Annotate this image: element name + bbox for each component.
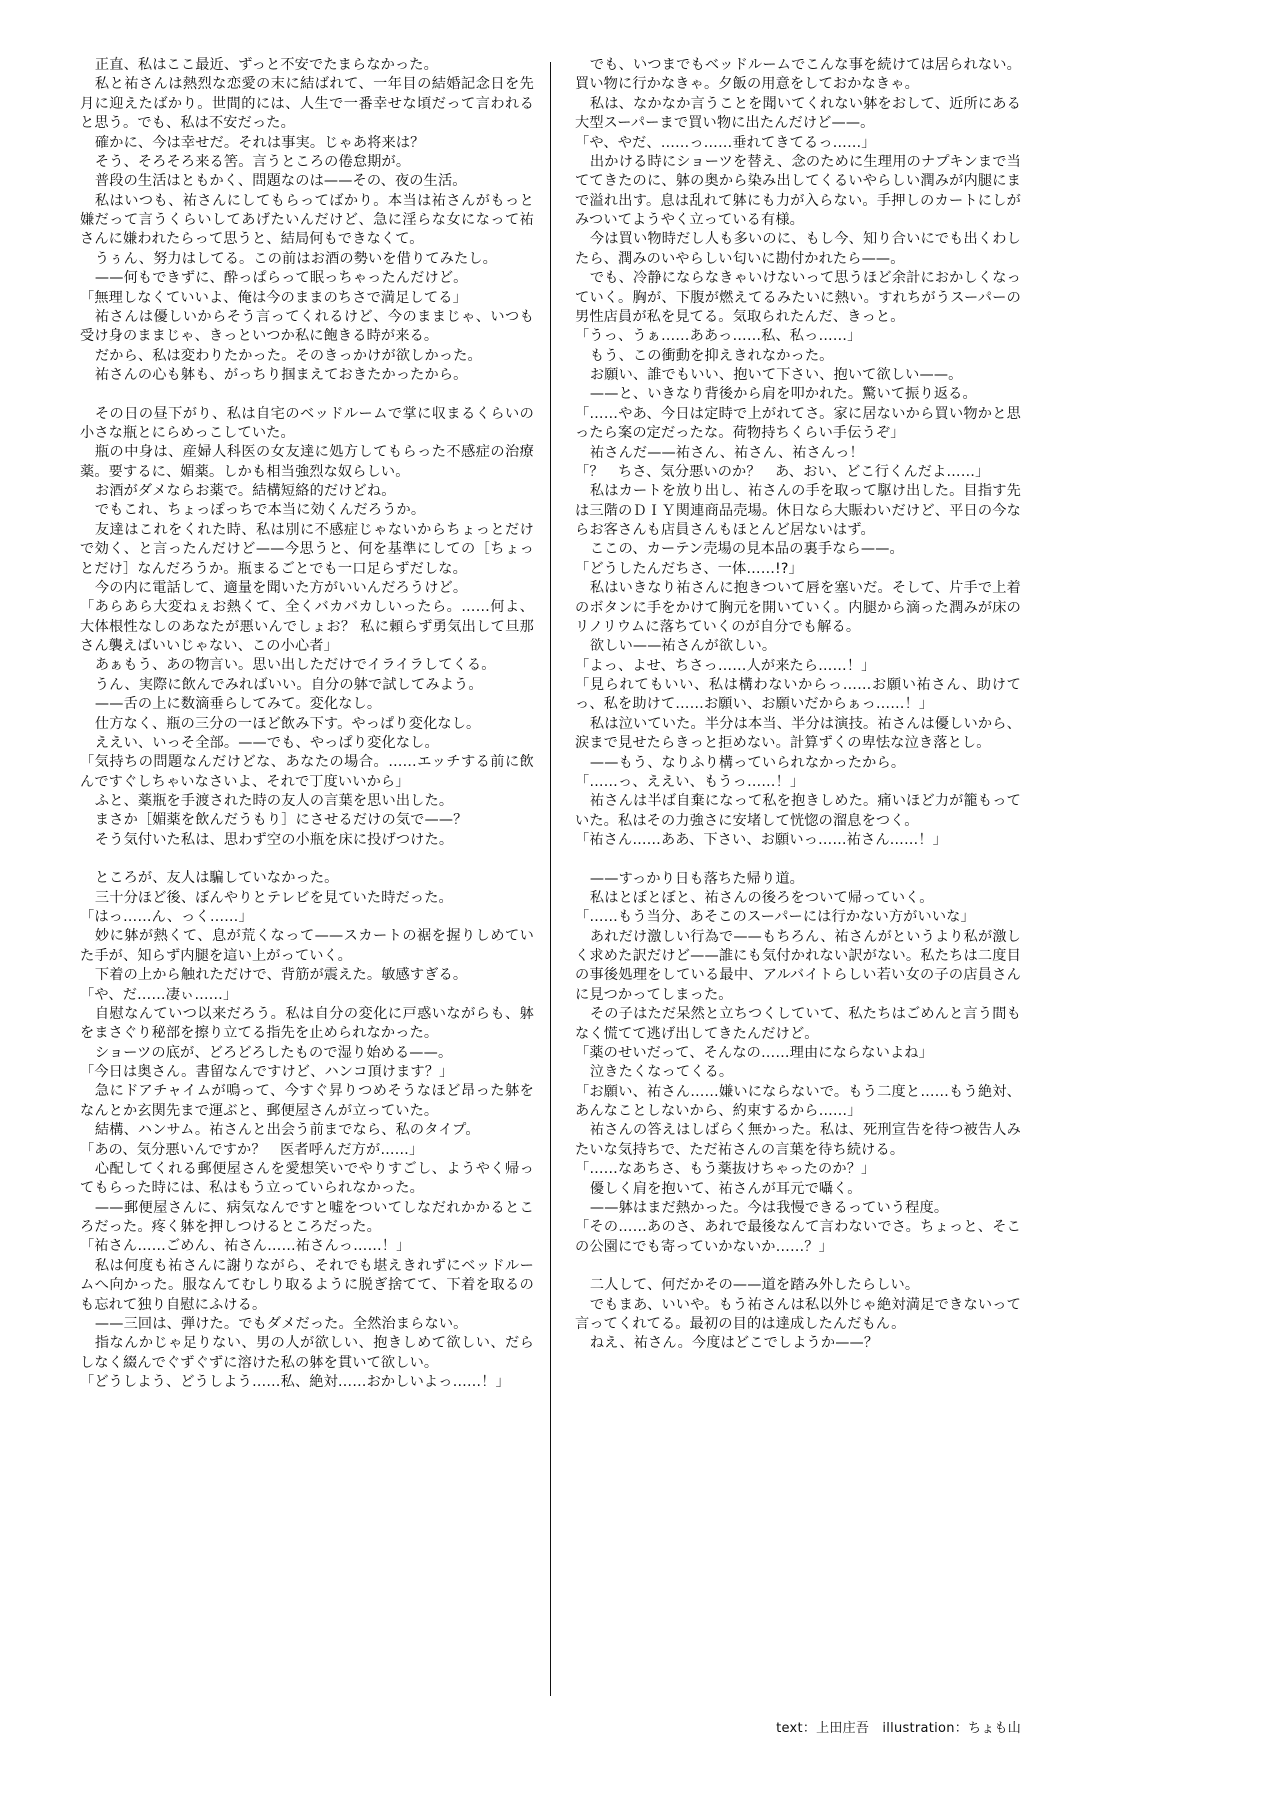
dialogue-line: 「お願い、祐さん……嫌いにならないで。もう二度と……もう絶対、あんなことしないから、約束するから……」 xyxy=(575,1083,1021,1120)
dialogue-line: 「祐さん……ごめん、祐さん……祐さんっ……！」 xyxy=(80,1238,411,1255)
dialogue-line: 「……やあ、今日は定時で上がれてさ。家に居ないから買い物かと思ったら案の定だったな。荷物持ちくらい手伝うぞ」 xyxy=(575,405,1021,442)
dialogue-line: 「あらあら大変ねぇお熱くて、全くバカバカしいったら。……何よ、大体根性なしのあなたが悪いんでしょお？ 私に頼らず勇気出して旦那さん襲えばいいじゃない、この小心者」 xyxy=(80,599,534,655)
paragraph: ——と、いきなり背後から肩を叩かれた。驚いて振り返る。 xyxy=(589,386,977,403)
paragraph: 結構、ハンサム。祐さんと出会う前までなら、私のタイプ。 xyxy=(94,1122,480,1139)
dialogue-line: 「どうしよう、どうしよう……私、絶対……おかしいよっ……！」 xyxy=(80,1374,510,1391)
paragraph: うん、実際に飲んでみればいい。自分の躰で試してみよう。 xyxy=(94,676,483,693)
paragraph: ——郵便屋さんに、病気なんですと嘘をついてしなだれかかるところだった。疼く躰を押しつけるところだった。 xyxy=(80,1199,534,1236)
dialogue-line: 「気持ちの問題なんだけどな、あなたの場合。……エッチする前に飲んですぐしちゃいなさいよ、それで丁度いいから」 xyxy=(80,754,534,790)
paragraph: 出かける時にショーツを替え、念のために生理用のナプキンまで当ててきたのに、躰の奥から染み出してくるいやらしい潤みが内腿にまで溢れ出す。息は乱れて躰にも力が入らない。手押しのカートにしがみついてようやく立っている有様。 xyxy=(575,153,1021,228)
paragraph: 瓶の中身は、産婦人科医の女友達に処方してもらった不感症の治療薬。要するに、媚薬。しかも相当強烈な奴らしい。 xyxy=(80,444,534,480)
paragraph: ふと、薬瓶を手渡された時の友人の言葉を思い出した。 xyxy=(94,793,454,810)
paragraph: 友達はこれをくれた時、私は別に不感症じゃないからちょっとだけで効く、と言ったんだけど——今思うと、何を基準にしての［ちょっとだけ］なんだろうか。瓶まるごとでも一口足らずだしな。 xyxy=(80,521,534,577)
paragraph: だから、私は変わりたかった。そのきっかけが欲しかった。 xyxy=(94,347,482,364)
dialogue-line: 「薬のせいだって、そんなの……理由にならないよね」 xyxy=(575,1044,933,1061)
paragraph: 正直、私はここ最近、ずっと不安でたまらなかった。 xyxy=(94,57,438,73)
paragraph: ここの、カーテン売場の見本品の裏手なら——。 xyxy=(589,541,904,558)
paragraph: 普段の生活はともかく、問題なのは——その、夜の生活。 xyxy=(94,173,467,190)
paragraph: 指なんかじゃ足りない、男の人が欲しい、抱きしめて欲しい、だらしなく綴んでぐずぐずに溶けた私の躰を貫いて欲しい。 xyxy=(80,1335,534,1371)
paragraph: 私はカートを放り出し、祐さんの手を取って駆け出した。目指す先は三階のＤＩＹ関連商品売場。休日なら大賑わいだけど、平日の今ならお客さんも店員さんもほとんど居ないはず。 xyxy=(575,483,1021,538)
dialogue-line: 「……っ、ええい、もうっ……！」 xyxy=(575,773,805,790)
paragraph: 私はいきなり祐さんに抱きついて唇を塞いだ。そして、片手で上着のボタンに手をかけて胸元を開いていく。内腿から滴った潤みが床のリノリウムに落ちていくのが自分でも解る。 xyxy=(575,580,1021,635)
paragraph: 欲しい——祐さんが欲しい。 xyxy=(589,638,777,655)
dialogue-line: 「無理しなくていいよ、俺は今のままのちさで満足してる」 xyxy=(80,289,467,306)
paragraph: そう、そろそろ来る筈。言うところの倦怠期が。 xyxy=(94,153,411,170)
paragraph: その日の昼下がり、私は自宅のベッドルームで掌に収まるくらいの小さな瓶とにらめっこしていた。 xyxy=(80,405,534,441)
paragraph: 祐さんの心も躰も、がっちり掴まえておきたかったから。 xyxy=(94,367,468,383)
paragraph: ——すっかり日も落ちた帰り道。 xyxy=(589,870,804,887)
paragraph: 確かに、今は幸せだ。それは事実。じゃあ将来は？ xyxy=(94,134,425,151)
paragraph: 祐さんの答えはしばらく無かった。私は、死刑宣告を待つ被告人みたいな気持ちで、ただ祐さんの言葉を待ち続ける。 xyxy=(575,1122,1021,1158)
paragraph: でもこれ、ちょっぽっちで本当に効くんだろうか。 xyxy=(94,502,426,519)
dialogue-line: 「今日は奥さん。書留なんですけど、ハンコ頂けます？」 xyxy=(80,1064,454,1081)
two-column-layout xyxy=(80,56,1214,1736)
paragraph: お酒がダメならお薬で。結構短絡的だけどね。 xyxy=(94,483,396,500)
paragraph: あれだけ激しい行為で——もちろん、祐さんがというより私が激しく求めた訳だけど——誰にも気付かれない訳がない。私たちは二度目の事後処理をしている最中、アルバイトらしい若い女の子の店員さんに見つかってしまった。 xyxy=(575,928,1021,1003)
dialogue-line: 「……もう当分、あそこのスーパーには行かない方がいいな」 xyxy=(575,909,975,926)
paragraph: 心配してくれる郵便屋さんを愛想笑いでやりすごし、ようやく帰ってもらった時には、私はもう立っていられなかった。 xyxy=(80,1160,534,1197)
paragraph: お願い、誰でもいい、抱いて下さい、抱いて欲しい——。 xyxy=(589,367,963,383)
paragraph: ——躰はまだ熱かった。今は我慢できるっていう程度。 xyxy=(589,1199,949,1216)
paragraph: ——何もできずに、酔っぱらって眠っちゃったんだけど。 xyxy=(94,270,468,287)
paragraph: あぁもう、あの物言い。思い出しただけでイライラしてくる。 xyxy=(94,657,496,674)
paragraph: ——舌の上に数滴垂らしてみて。変化なし。 xyxy=(94,696,382,713)
paragraph: ええい、いっそ全部。——でも、やっぱり変化なし。 xyxy=(94,734,439,751)
paragraph: 私と祐さんは熱烈な恋愛の末に結ばれて、一年目の結婚記念日を先月に迎えたばかり。世間的には、人生で一番幸せな頃だって言われると思う。でも、私は不安だった。 xyxy=(80,76,534,132)
dialogue-line: 「見られてもいい、私は構わないからっ……お願い祐さん、助けてっ、私を助けて……お願い、お願いだからぁっ……！」 xyxy=(575,677,1021,713)
paragraph: でも、冷静にならなきゃいけないって思うほど余計におかしくなっていく。胸が、下腹が燃えてるみたいに熱い。すれちがうスーパーの男性店員が私を見てる。気取られたんだ、きっと。 xyxy=(575,270,1021,325)
dialogue-line: 「や、やだ、……っ……垂れてきてるっ……」 xyxy=(575,134,876,151)
paragraph: もう、この衝動を抑えきれなかった。 xyxy=(589,347,834,364)
dialogue-line: 「うっ、うぁ……ああっ……私、私っ……」 xyxy=(575,328,862,345)
paragraph: 急にドアチャイムが鳴って、今すぐ昇りつめそうなほど昂った躰をなんとか玄関先まで運ぶと、郵便屋さんが立っていた。 xyxy=(80,1083,534,1119)
paragraph: 私は泣いていた。半分は本当、半分は演技。祐さんは優しいから、涙まで見せたらきっと拒めない。計算ずくの卑怯な泣き落とし。 xyxy=(575,715,1021,752)
paragraph: ——三回は、弾けた。でもダメだった。全然治まらない。 xyxy=(94,1315,468,1332)
paragraph: その子はただ呆然と立ちつくしていて、私たちはごめんと言う間もなく慌てて逃げ出してきたんだけど。 xyxy=(575,1006,1021,1042)
credit-line: text：上田庄吾 illustration：ちょも山 xyxy=(776,1721,1021,1736)
paragraph: 私は何度も祐さんに謝りながら、それでも堪えきれずにベッドルームへ向かった。服なんてむしり取るように脱ぎ捨てて、下着を取るのも忘れて独り自慰にふける。 xyxy=(80,1257,534,1313)
paragraph: 妙に躰が熱くて、息が荒くなって——スカートの裾を握りしめていた手が、知らず内腿を這い上がっていく。 xyxy=(80,928,534,964)
paragraph: 祐さんだ——祐さん、祐さん、祐さんっ！ xyxy=(589,444,864,461)
dialogue-line: 「……なあちさ、もう薬抜けちゃったのか？」 xyxy=(575,1161,876,1178)
paragraph: 祐さんは優しいからそう言ってくれるけど、今のままじゃ、いつも受け身のままじゃ、きっといつか私に飽きる時が来る。 xyxy=(80,308,534,345)
paragraph: ショーツの底が、どろどろしたもので湿り始める——。 xyxy=(94,1044,453,1061)
dialogue-line: 「や、だ……凄ぃ……」 xyxy=(80,986,238,1003)
paragraph: 泣きたくなってくる。 xyxy=(589,1064,734,1081)
dialogue-line: 「祐さん……ああ、下さい、お願いっ……祐さん……！」 xyxy=(575,832,948,848)
paragraph: 今の内に電話して、適量を聞いた方がいいんだろうけど。 xyxy=(94,579,468,596)
right-text-column xyxy=(551,56,1021,1736)
dialogue-line: 「あの、気分悪いんですか？ 医者呼んだ方が……」 xyxy=(80,1141,424,1158)
dialogue-line: 「その……あのさ、あれで最後なんて言わないでさ。ちょっと、そこの公園にでも寄っていかないか……？」 xyxy=(575,1219,1021,1255)
paragraph: ところが、友人は騙していなかった。 xyxy=(94,870,339,887)
left-text-column xyxy=(80,56,550,1392)
paragraph: ——もう、なりふり構っていられなかったから。 xyxy=(589,754,906,771)
paragraph: 下着の上から触れただけで、背筋が震えた。敏感すぎる。 xyxy=(94,967,468,984)
paragraph: 祐さんは半ば自棄になって私を抱きしめた。痛いほど力が籠もっていた。私はその力強さに安堵して恍惚の溜息をつく。 xyxy=(575,793,1021,829)
paragraph: 二人して、何だかその——道を踏み外したらしい。 xyxy=(589,1277,920,1294)
paragraph: 仕方なく、瓶の三分の一ほど飲み下す。やっぱり変化なし。 xyxy=(94,715,481,732)
paragraph: 優しく肩を抱いて、祐さんが耳元で囁く。 xyxy=(589,1180,862,1197)
paragraph: 私は、なかなか言うことを聞いてくれない躰をおして、近所にある大型スーパーまで買い物に出たんだけど——。 xyxy=(575,95,1021,132)
dialogue-line: 「はっ……ん、っく……」 xyxy=(80,909,253,926)
paragraph: まさか［媚薬を飲んだうもり］にさせるだけの気で——？ xyxy=(94,812,468,829)
paragraph: でもまあ、いいや。もう祐さんは私以外じゃ絶対満足できないって言ってくれてる。最初の目的は達成したんだもん。 xyxy=(575,1296,1021,1332)
paragraph: 自慰なんていつ以来だろう。私は自分の変化に戸惑いながらも、躰をまさぐり秘部を擦り立てる指先を止められなかった。 xyxy=(80,1005,534,1042)
paragraph: うぅん、努力はしてる。この前はお酒の勢いを借りてみたし。 xyxy=(94,250,497,267)
dialogue-line: 「よっ、よせ、ちさっ……人が来たら……！」 xyxy=(575,657,876,674)
paragraph: そう気付いた私は、思わず空の小瓶を床に投げつけた。 xyxy=(94,831,454,848)
paragraph: 三十分ほど後、ぼんやりとテレビを見ていた時だった。 xyxy=(94,889,453,906)
paragraph: 今は買い物時だし人も多いのに、もし今、知り合いにでも出くわしたら、潤みのいやらしい匂いに勘付かれたら——。 xyxy=(575,231,1021,267)
paragraph: 私はいつも、祐さんにしてもらってばかり。本当は祐さんがもっと嫌だって言うくらいしてあげたいんだけど、急に淫らな女になって祐さんに嫌われたらって思うと、結局何もできなくて。 xyxy=(80,192,534,248)
dialogue-line: 「？ ちさ、気分悪いのか？ あ、おい、どこ行くんだよ……」 xyxy=(575,463,990,480)
paragraph: 私はとぼとぼと、祐さんの後ろをついて帰っていく。 xyxy=(589,889,934,906)
paragraph: でも、いつまでもベッドルームでこんな事を続けては居られない。買い物に行かなきゃ。夕飯の用意をしておかなきゃ。 xyxy=(575,57,1021,93)
dialogue-line: 「どうしたんだちさ、一体……!?」 xyxy=(575,560,803,577)
paragraph: ねえ、祐さん。今度はどこでしようか——？ xyxy=(589,1335,879,1352)
